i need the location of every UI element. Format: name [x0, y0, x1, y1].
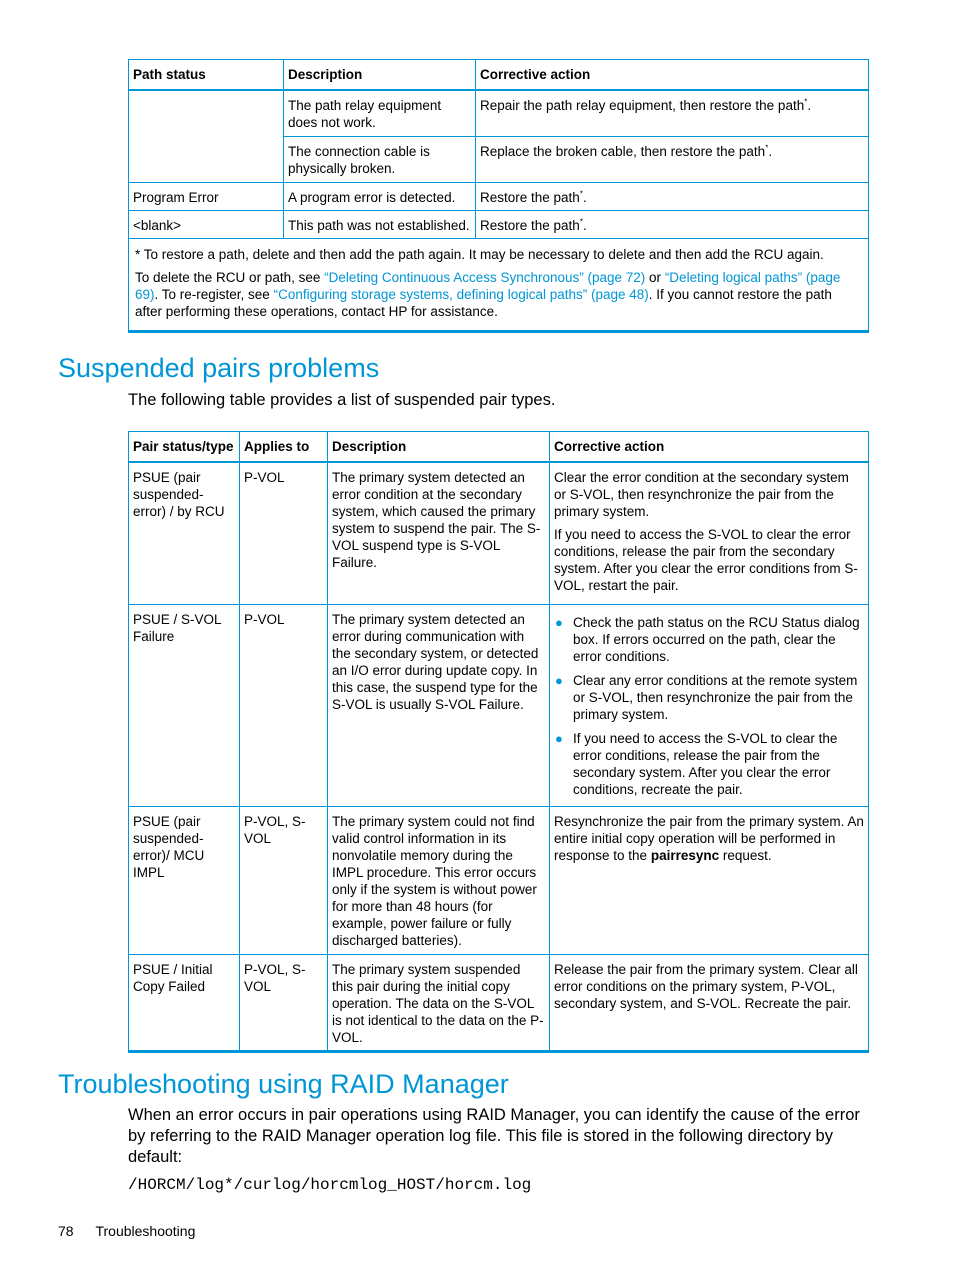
action-cell — [550, 604, 869, 806]
page-footer — [58, 1223, 195, 1239]
suspended-pairs-table — [128, 431, 869, 1053]
log-file-path: /HORCM/log*/curlog/horcmlog_HOST/horcm.log — [128, 1176, 532, 1194]
table-header-row — [129, 432, 869, 463]
table-row — [129, 90, 869, 136]
section-title-suspended-pairs: Suspended pairs problems — [58, 353, 380, 383]
description-cell: This path was not established. — [284, 210, 476, 238]
action-paragraph: Clear the error condition at the secondary system or S-VOL, then resynchronize the pair from the primary system. — [554, 470, 849, 519]
description-cell: The primary system detected an error condition at the secondary system, which caused the primary system to suspend the pair. The S-VOL suspend type is S-VOL Failure. — [328, 462, 550, 604]
applies-to-cell: P-VOL, S-VOL — [240, 806, 328, 954]
pair-status-cell: PSUE / S-VOL Failure — [129, 604, 240, 806]
list-item: ● Clear any error conditions at the remote system or S-VOL, then resynchronize the pair from the primary system. — [555, 672, 858, 722]
action-cell — [550, 462, 869, 604]
table-header-row — [129, 60, 869, 91]
description-cell: The connection cable is physically broken. — [284, 136, 476, 182]
action-cell: Repair the path relay equipment, then restore the path*. — [476, 90, 869, 136]
page-number: 78 — [58, 1223, 74, 1239]
bullet-icon: ● — [555, 730, 563, 746]
footer-section: Troubleshooting — [95, 1223, 196, 1239]
action-bullet-list — [554, 614, 864, 798]
action-cell: Release the pair from the primary system. Clear all error conditions on the primary system, P-VOL, secondary system, and S-VOL. Recreate the pair. — [550, 954, 869, 1051]
section-body: When an error occurs in pair operations using RAID Manager, you can identify the cause of the error by referring to the RAID Manager operation log file. This file is stored in the following directory by default: — [128, 1106, 860, 1166]
path-status-table — [128, 59, 869, 333]
action-cell: Restore the path*. — [476, 210, 869, 238]
description-cell: A program error is detected. — [284, 182, 476, 210]
table-footnote-row — [129, 238, 869, 331]
column-header: Description — [284, 60, 476, 91]
path-status-cell: <blank> — [129, 210, 284, 238]
pair-status-cell: PSUE / Initial Copy Failed — [129, 954, 240, 1051]
table-row — [129, 604, 869, 806]
deleting-ca-sync-link[interactable]: “Deleting Continuous Access Synchronous” (page 72) — [324, 269, 646, 285]
bullet-icon: ● — [555, 614, 563, 630]
action-paragraph: If you need to access the S-VOL to clear the error conditions, release the pair from the secondary system. After you clear the error conditions from S-VOL, restart the pair. — [554, 527, 858, 593]
table-row — [129, 182, 869, 210]
path-status-cell — [129, 90, 284, 182]
column-header: Corrective action — [476, 60, 869, 91]
bullet-icon: ● — [555, 672, 563, 688]
description-cell: The path relay equipment does not work. — [284, 90, 476, 136]
table-footnote — [129, 238, 869, 331]
table-row — [129, 462, 869, 604]
list-item: ● Check the path status on the RCU Status dialog box. If errors occurred on the path, clear the error conditions. — [555, 614, 860, 664]
column-header: Path status — [129, 60, 284, 91]
action-cell: Restore the path*. — [476, 182, 869, 210]
applies-to-cell: P-VOL — [240, 604, 328, 806]
column-header: Corrective action — [550, 432, 869, 463]
action-cell: Resynchronize the pair from the primary system. An entire initial copy operation will be performed in response to the pairresync request. — [550, 806, 869, 954]
applies-to-cell: P-VOL — [240, 462, 328, 604]
column-header: Pair status/type — [129, 432, 240, 463]
table-row — [129, 210, 869, 238]
section-intro: The following table provides a list of suspended pair types. — [128, 391, 556, 409]
list-item: ● If you need to access the S-VOL to clear the error conditions, release the pair from the secondary system. After you clear the error conditions, recreate the pair. — [555, 730, 838, 797]
description-cell: The primary system suspended this pair during the initial copy operation. The data on the S-VOL is not identical to the data on the P-VOL. — [328, 954, 550, 1051]
pair-status-cell: PSUE (pair suspended-error) / by RCU — [129, 462, 240, 604]
action-cell: Replace the broken cable, then restore the path*. — [476, 136, 869, 182]
column-header: Applies to — [240, 432, 328, 463]
pair-status-cell: PSUE (pair suspended-error)/ MCU IMPL — [129, 806, 240, 954]
configuring-storage-link[interactable]: “Configuring storage systems, defining logical paths” (page 48) — [273, 286, 649, 302]
description-cell: The primary system could not find valid control information in its nonvolatile memory during the IMPL procedure. This error occurs only if the system is without power for more than 48 hours (for example, power failure or fully discharged batteries). — [328, 806, 550, 954]
section-title-raid-manager: Troubleshooting using RAID Manager — [58, 1069, 509, 1099]
table-row — [129, 954, 869, 1051]
deleting-logical-paths-link[interactable]: “Deleting logical paths” (page 69) — [135, 269, 841, 302]
footnote-line: * To restore a path, delete and then add the path again. It may be necessary to delete and then add the RCU again. — [135, 246, 824, 262]
path-status-cell: Program Error — [129, 182, 284, 210]
footnote-paragraph: To delete the RCU or path, see “Deleting Continuous Access Synchronous” (page 72) or “Deleting logical paths” (page 69). To re-register, see “Configuring storage systems, defining logical paths” (page 48). If you cannot restore the path after performing these operations, contact HP for assistance. — [135, 269, 841, 319]
applies-to-cell: P-VOL, S-VOL — [240, 954, 328, 1051]
description-cell: The primary system detected an error during communication with the secondary system, or detected an I/O error during update copy. In this case, the suspend type for the S-VOL is usually S-VOL Failure. — [328, 604, 550, 806]
column-header: Description — [328, 432, 550, 463]
table-row — [129, 806, 869, 954]
command-name: pairresync — [650, 847, 720, 863]
